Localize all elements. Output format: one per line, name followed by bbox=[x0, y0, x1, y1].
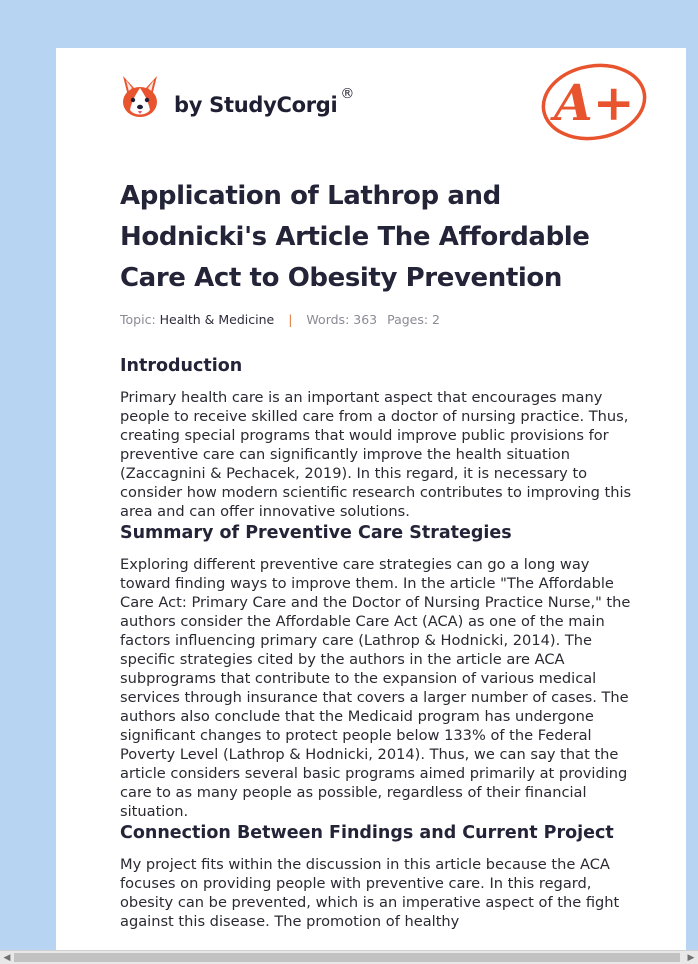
word-count: Words: 363 bbox=[306, 312, 378, 327]
article-title: Application of Lathrop and Hodnicki's Article The Affordable Care Act to Obesity Prevention bbox=[120, 181, 590, 293]
site-header bbox=[120, 74, 354, 120]
grade-text: A+ bbox=[554, 73, 635, 132]
section-heading-summary: Summary of Preventive Care Strategies bbox=[120, 523, 512, 543]
horizontal-scrollbar[interactable] bbox=[0, 950, 698, 964]
registered-mark: ® bbox=[340, 85, 355, 102]
section-body-introduction: Primary health care is an important aspect that encourages many people to receive skilled care from a doctor of nursing practice. Thus, creating special programs that would improve public provisions for preventive care can significantly improve the health situation (Zaccagnini & Pechacek, 2019). In this regard, it is necessary to consider how modern scientific research contributes to improving this area and can offer innovative solutions. bbox=[120, 389, 632, 520]
meta-separator: | bbox=[288, 312, 293, 327]
brand-name[interactable] bbox=[174, 85, 355, 117]
scroll-left-arrow-icon[interactable]: ◀ bbox=[3, 953, 11, 963]
scroll-right-arrow-icon[interactable]: ▶ bbox=[687, 953, 695, 963]
a-plus-grade-icon bbox=[538, 58, 650, 142]
section-body-summary: Exploring different preventive care strategies can go a long way toward finding ways to improve them. In the article "The Affordable Care Act: Primary Care and the Doctor of Nursing Practice Nurse," the authors consider the Affordable Care Act (ACA) as one of the main factors influencing primary care (Lathrop & Hodnicki, 2014). The specific strategies cited by the authors in the article are ACA subprograms that contribute to the expansion of various medical services through insurance that covers a larger number of cases. The authors also conclude that the Medicaid program has undergone significant changes to protect people below 133% of the Federal Poverty Level (Lathrop & Hodnicki, 2014). Thus, we can say that the article considers several basic programs aimed primarily at providing care to as many people as possible, regardless of their financial situation. bbox=[120, 556, 631, 820]
brand-text: by StudyCorgi bbox=[174, 92, 338, 117]
section-body-connection: My project fits within the discussion in this article because the ACA focuses on providing people with preventive care. In this regard, obesity can be prevented, which is an imperative aspect of the fight against this disease. The promotion of healthy bbox=[120, 856, 620, 930]
corgi-logo-icon bbox=[120, 74, 160, 120]
section-heading-introduction: Introduction bbox=[120, 356, 243, 376]
topic-label: Topic: bbox=[120, 312, 156, 327]
page-count: Pages: 2 bbox=[387, 312, 441, 327]
scrollbar-thumb[interactable] bbox=[14, 953, 680, 962]
section-heading-connection: Connection Between Findings and Current Project bbox=[120, 823, 614, 843]
document-page bbox=[56, 48, 686, 950]
article-body bbox=[120, 354, 632, 931]
topic-link[interactable]: Health & Medicine bbox=[159, 312, 275, 327]
article-meta bbox=[120, 312, 440, 327]
